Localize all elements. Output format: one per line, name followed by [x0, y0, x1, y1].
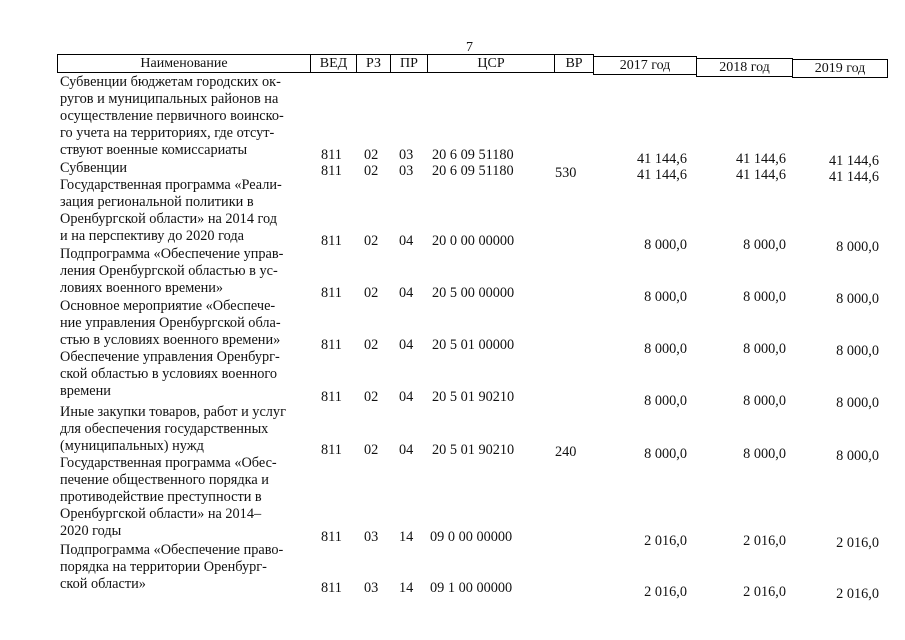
- header-vr: ВР: [554, 54, 594, 73]
- cell-rz: 02: [364, 389, 379, 405]
- cell-2018: 8 000,0: [743, 341, 786, 357]
- row-name-line: и на перспективу до 2020 года: [60, 228, 244, 244]
- cell-pr: 03: [399, 147, 414, 163]
- row-name-line: порядка на территории Оренбург-: [60, 559, 267, 575]
- header-2018: 2018 год: [696, 58, 793, 77]
- header-ved: ВЕД: [310, 54, 357, 73]
- cell-ved: 811: [321, 442, 342, 458]
- row-name-line: осуществление первичного воинско-: [60, 108, 284, 124]
- cell-csr: 20 5 00 00000: [432, 285, 515, 301]
- cell-2017: 41 144,6: [636, 151, 687, 167]
- cell-2019: 41 144,6: [828, 169, 879, 185]
- cell-2017: 8 000,0: [644, 393, 687, 409]
- cell-2018: 8 000,0: [743, 393, 786, 409]
- row-name-line: Оренбургской области» на 2014 год: [60, 211, 278, 227]
- row-name-line: ления Оренбургской областью в ус-: [60, 263, 278, 279]
- cell-2017: 2 016,0: [644, 533, 687, 549]
- cell-2018: 2 016,0: [743, 533, 786, 549]
- cell-2017: 8 000,0: [644, 341, 687, 357]
- row-name-line: (муниципальных) нужд: [60, 438, 204, 454]
- header-pr: ПР: [390, 54, 428, 73]
- cell-2018: 41 144,6: [735, 151, 786, 167]
- cell-2018: 2 016,0: [743, 584, 786, 600]
- cell-ved: 811: [321, 389, 342, 405]
- cell-pr: 03: [399, 163, 414, 179]
- cell-csr: 20 6 09 51180: [432, 147, 514, 163]
- cell-ved: 811: [321, 147, 342, 163]
- cell-2018: 8 000,0: [743, 289, 786, 305]
- cell-ved: 811: [321, 580, 342, 596]
- cell-ved: 811: [321, 233, 342, 249]
- cell-2018: 8 000,0: [743, 446, 786, 462]
- header-csr: ЦСР: [427, 54, 555, 73]
- row-name-line: Государственная программа «Обес-: [60, 455, 277, 471]
- cell-rz: 03: [364, 580, 379, 596]
- cell-pr: 04: [399, 337, 414, 353]
- header-2019: 2019 год: [792, 59, 888, 78]
- page-number: 7: [466, 40, 473, 55]
- cell-rz: 03: [364, 529, 379, 545]
- cell-ved: 811: [321, 337, 342, 353]
- cell-pr: 04: [399, 285, 414, 301]
- row-name-line: Подпрограмма «Обеспечение управ-: [60, 246, 284, 262]
- cell-2019: 8 000,0: [836, 239, 879, 255]
- cell-2017: 8 000,0: [644, 289, 687, 305]
- cell-rz: 02: [364, 147, 379, 163]
- cell-2019: 8 000,0: [836, 395, 879, 411]
- cell-2019: 8 000,0: [836, 291, 879, 307]
- cell-2017: 2 016,0: [644, 584, 687, 600]
- row-name-line: Иные закупки товаров, работ и услуг: [60, 404, 286, 420]
- row-name-line: Субвенции: [60, 160, 128, 176]
- row-name-line: 2020 годы: [60, 523, 122, 539]
- cell-csr: 20 5 01 00000: [432, 337, 515, 353]
- cell-csr: 20 0 00 00000: [432, 233, 515, 249]
- cell-2019: 2 016,0: [836, 586, 879, 602]
- cell-2018: 41 144,6: [735, 167, 786, 183]
- row-name-line: времени: [60, 383, 111, 399]
- row-name-line: для обеспечения государственных: [60, 421, 269, 437]
- header-2017: 2017 год: [593, 56, 697, 75]
- row-name-line: Государственная программа «Реали-: [60, 177, 282, 193]
- cell-2019: 8 000,0: [836, 448, 879, 464]
- row-name-line: ской области»: [60, 576, 146, 592]
- row-name-line: Субвенции бюджетам городских ок-: [60, 74, 281, 90]
- cell-2017: 8 000,0: [644, 446, 687, 462]
- cell-rz: 02: [364, 285, 379, 301]
- cell-vr: 530: [555, 165, 577, 181]
- cell-pr: 04: [399, 389, 414, 405]
- row-name-line: противодействие преступности в: [60, 489, 262, 505]
- cell-2019: 41 144,6: [828, 153, 879, 169]
- cell-2018: 8 000,0: [743, 237, 786, 253]
- cell-2019: 2 016,0: [836, 535, 879, 551]
- cell-2017: 41 144,6: [636, 167, 687, 183]
- row-name-line: Оренбургской области» на 2014–: [60, 506, 262, 522]
- row-name-line: го учета на территориях, где отсут-: [60, 125, 275, 141]
- cell-2019: 8 000,0: [836, 343, 879, 359]
- cell-ved: 811: [321, 285, 342, 301]
- row-name-line: печение общественного порядка и: [60, 472, 269, 488]
- cell-rz: 02: [364, 442, 379, 458]
- cell-rz: 02: [364, 163, 379, 179]
- cell-csr: 20 5 01 90210: [432, 442, 515, 458]
- cell-vr: 240: [555, 444, 577, 460]
- row-name-line: ствуют военные комиссариаты: [60, 142, 248, 158]
- cell-csr: 20 6 09 51180: [432, 163, 514, 179]
- cell-pr: 14: [399, 529, 414, 545]
- cell-pr: 04: [399, 233, 414, 249]
- cell-2017: 8 000,0: [644, 237, 687, 253]
- row-name-line: ловиях военного времени»: [60, 280, 224, 296]
- row-name-line: Подпрограмма «Обеспечение право-: [60, 542, 284, 558]
- cell-rz: 02: [364, 337, 379, 353]
- row-name-line: ние управления Оренбургской обла-: [60, 315, 281, 331]
- cell-csr: 09 1 00 00000: [430, 580, 513, 596]
- cell-rz: 02: [364, 233, 379, 249]
- cell-pr: 14: [399, 580, 414, 596]
- cell-ved: 811: [321, 163, 342, 179]
- cell-ved: 811: [321, 529, 342, 545]
- row-name-line: Обеспечение управления Оренбург-: [60, 349, 280, 365]
- row-name-line: ской областью в условиях военного: [60, 366, 278, 382]
- row-name-line: зация региональной политики в: [60, 194, 254, 210]
- row-name-line: Основное мероприятие «Обеспече-: [60, 298, 276, 314]
- row-name-line: стью в условиях военного времени»: [60, 332, 281, 348]
- header-name: Наименование: [57, 54, 311, 73]
- header-rz: РЗ: [356, 54, 391, 73]
- cell-csr: 09 0 00 00000: [430, 529, 513, 545]
- cell-pr: 04: [399, 442, 414, 458]
- cell-csr: 20 5 01 90210: [432, 389, 515, 405]
- row-name-line: ругов и муниципальных районов на: [60, 91, 279, 107]
